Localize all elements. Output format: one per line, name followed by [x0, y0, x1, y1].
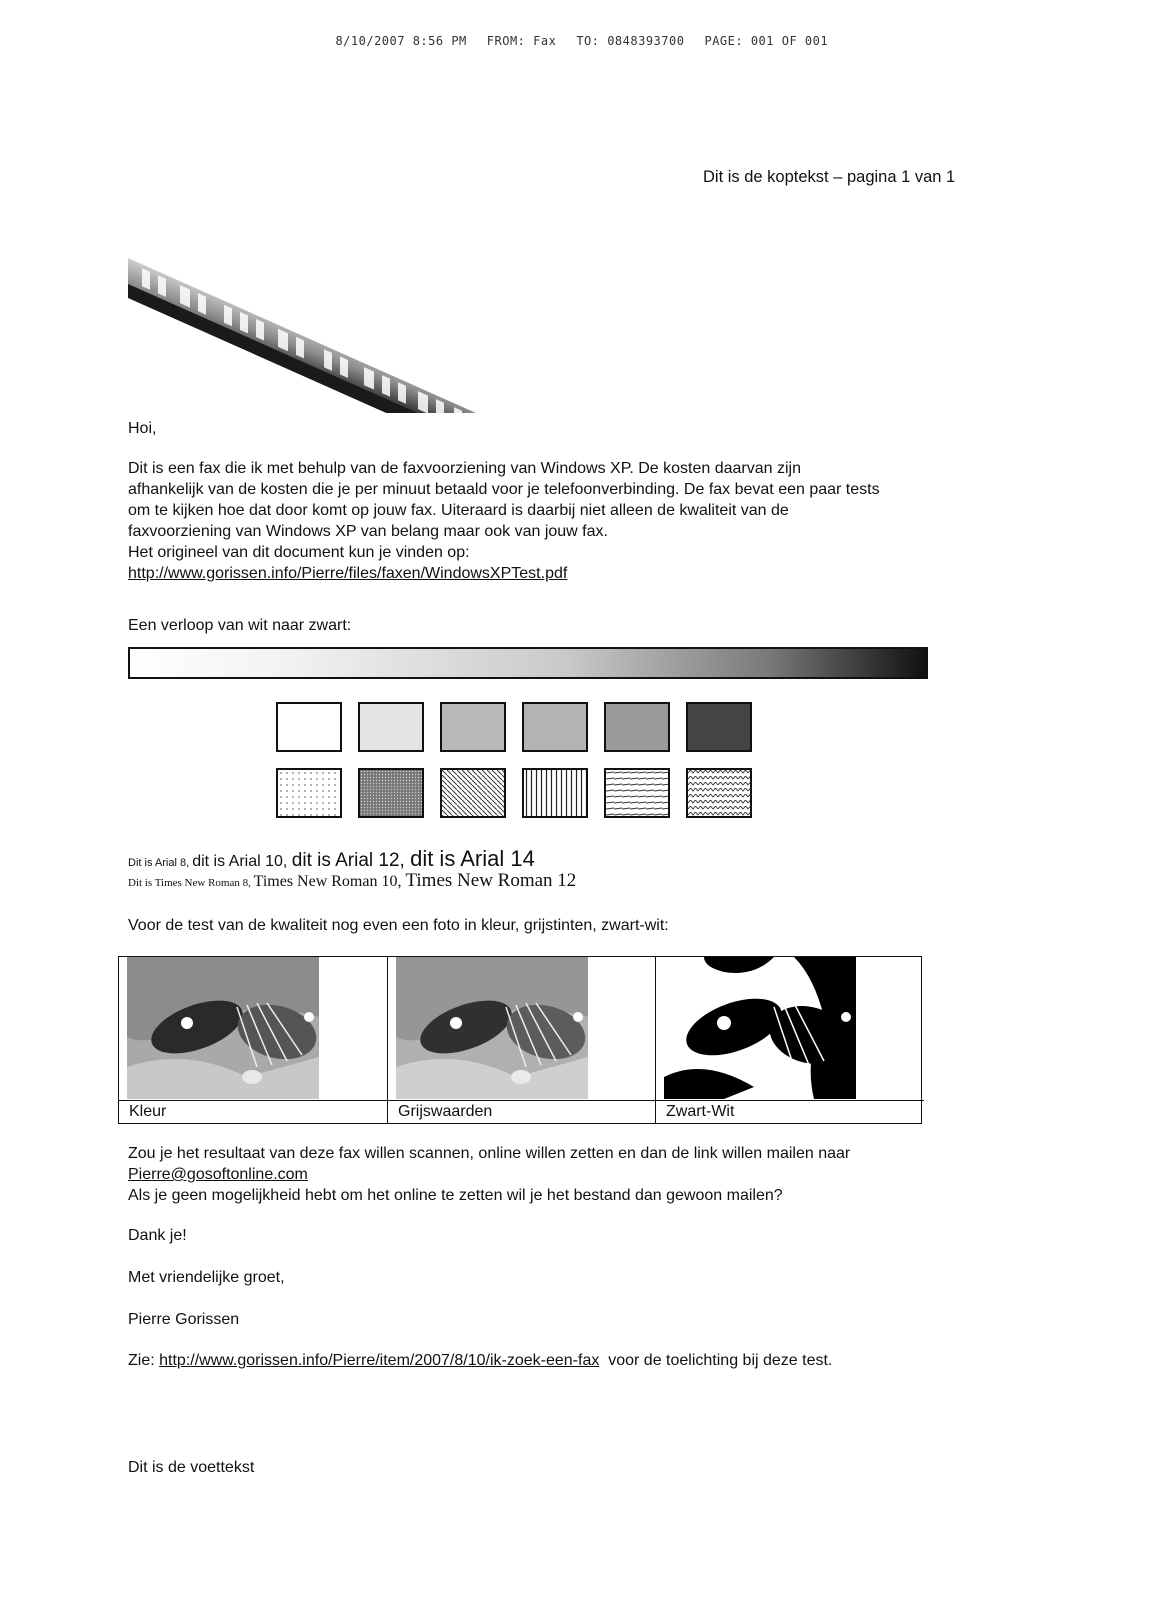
photo-caption: Zwart-Wit: [656, 1100, 924, 1123]
intro-paragraph: [128, 458, 978, 584]
intro-line: afhankelijk van de kosten die je per minuut betaald voor je telefoonverbinding. De fax bevat een paar tests: [128, 481, 880, 498]
times-8-sample: Dit is Times New Roman 8,: [128, 877, 254, 889]
thanks-line: Dank je!: [128, 1227, 187, 1244]
swatch-solid: [276, 702, 342, 752]
swatch-pattern-wave: [686, 768, 752, 818]
request-line: Als je geen mogelijkheid hebt om het online te zetten wil je het bestand dan gewoon mailen?: [128, 1187, 783, 1204]
arial-8-sample: Dit is Arial 8,: [128, 857, 193, 869]
signature-name: Pierre Gorissen: [128, 1311, 240, 1328]
photo-cell-black-white: [655, 957, 924, 1123]
arial-12-sample: dit is Arial 12,: [291, 850, 411, 871]
gradient-label: Een verloop van wit naar zwart:: [128, 617, 352, 634]
document-footer: Dit is de voettekst: [128, 1459, 255, 1476]
intro-line: Het origineel van dit document kun je vinden op:: [128, 544, 470, 561]
arial-14-sample: dit is Arial 14: [410, 846, 535, 871]
fax-page: PAGE: 001 OF 001: [704, 34, 829, 48]
times-12-sample: Times New Roman 12: [405, 870, 577, 891]
photo-table: [118, 956, 922, 1124]
request-paragraph: [128, 1143, 978, 1206]
fax-to: TO: 0848393700: [576, 34, 685, 48]
swatch-pattern-dots: [276, 768, 342, 818]
swatch-solid: [686, 702, 752, 752]
original-document-link[interactable]: http://www.gorissen.info/Pierre/files/faxen/WindowsXPTest.pdf: [128, 565, 568, 582]
swatch-solid: [358, 702, 424, 752]
see-prefix: Zie:: [128, 1352, 160, 1369]
swatch-pattern-diagonal: [440, 768, 506, 818]
closing-line: Met vriendelijke groet,: [128, 1269, 285, 1286]
wordart-title: [128, 228, 508, 413]
arial-10-sample: dit is Arial 10,: [192, 853, 292, 870]
swatch-solid: [522, 702, 588, 752]
request-line: Zou je het resultaat van deze fax willen scannen, online willen zetten en dan de link willen mailen naar: [128, 1145, 851, 1162]
see-suffix: voor de toelichting bij deze test.: [599, 1352, 833, 1369]
swatch-solid: [440, 702, 506, 752]
email-link[interactable]: Pierre@gosoftonline.com: [128, 1166, 308, 1183]
swatch-pattern-horizontal: [604, 768, 670, 818]
photo-caption: Grijswaarden: [388, 1100, 656, 1123]
fax-from: FROM: Fax: [486, 34, 557, 48]
butterfly-photo-black-white: [664, 957, 856, 1099]
fax-transmission-header: [320, 20, 848, 48]
intro-line: Dit is een fax die ik met behulp van de faxvoorziening van Windows XP. De kosten daarvan zijn: [128, 460, 801, 477]
swatch-pattern-dense: [358, 768, 424, 818]
times-10-sample: Times New Roman 10,: [253, 873, 406, 890]
photo-intro: Voor de test van de kwaliteit nog even een foto in kleur, grijstinten, zwart-wit:: [128, 917, 669, 934]
gradient-bar: [128, 647, 928, 679]
butterfly-photo-color: [127, 957, 319, 1099]
explanation-link[interactable]: http://www.gorissen.info/Pierre/item/2007/8/10/ik-zoek-een-fax: [159, 1352, 600, 1369]
see-also-line: [128, 1350, 978, 1371]
greeting: Hoi,: [128, 420, 157, 437]
swatch-pattern-vertical: [522, 768, 588, 818]
photo-caption: Kleur: [119, 1100, 387, 1123]
intro-line: om te kijken hoe dat door komt op jouw fax. Uiteraard is daarbij niet alleen de kwaliteit van de: [128, 502, 789, 519]
fax-datetime: 8/10/2007 8:56 PM: [335, 34, 467, 48]
document-header: Dit is de koptekst – pagina 1 van 1: [703, 168, 956, 186]
times-samples: [128, 870, 576, 892]
photo-cell-color: [119, 957, 387, 1123]
intro-line: faxvoorziening van Windows XP van belang maar ook van jouw fax.: [128, 523, 608, 540]
photo-cell-grayscale: [387, 957, 656, 1123]
arial-samples: [128, 846, 535, 872]
butterfly-photo-grayscale: [396, 957, 588, 1099]
swatch-solid: [604, 702, 670, 752]
